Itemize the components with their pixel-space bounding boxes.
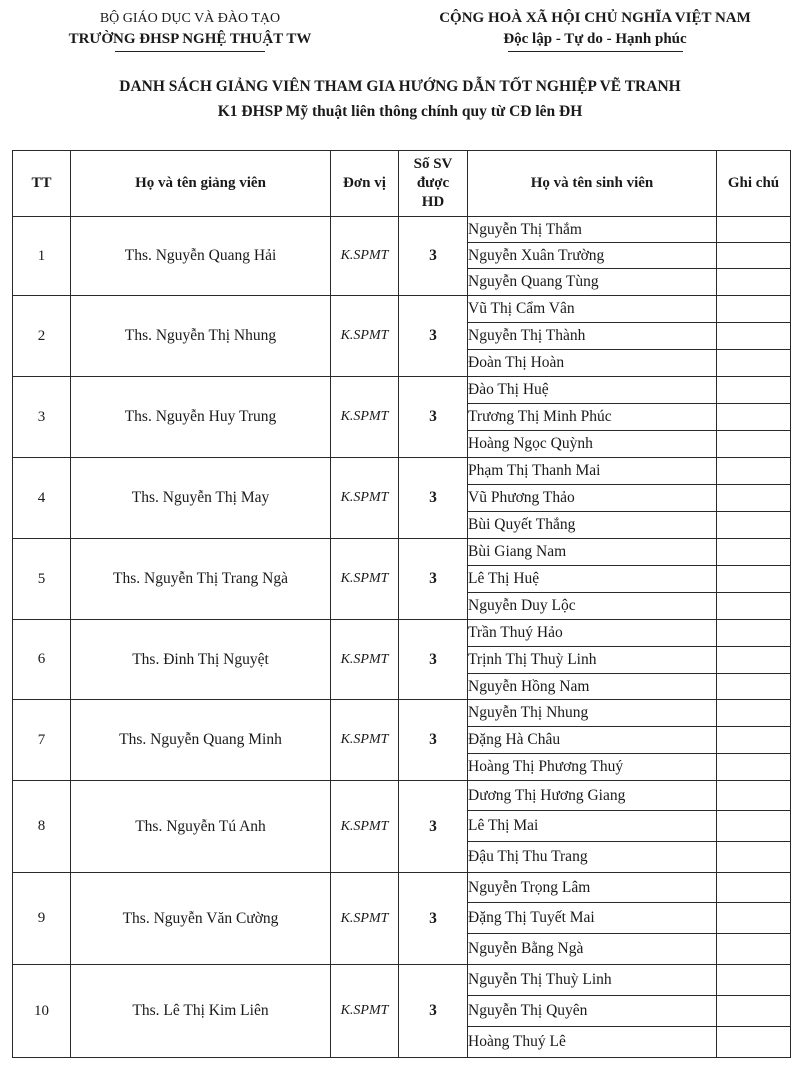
note-cell (717, 700, 791, 727)
row-number: 10 (13, 965, 71, 1058)
table-row (13, 781, 791, 811)
student-name: Hoàng Thuý Lê (468, 1027, 717, 1058)
note-cell (717, 934, 791, 965)
note-cell (717, 566, 791, 593)
student-count: 3 (399, 296, 468, 377)
student-name: Đậu Thị Thu Trang (468, 842, 717, 873)
student-name: Phạm Thị Thanh Mai (468, 458, 717, 485)
note-cell (717, 1027, 791, 1058)
note-cell (717, 781, 791, 811)
note-cell (717, 377, 791, 404)
student-name: Trần Thuý Hảo (468, 620, 717, 647)
note-cell (717, 431, 791, 458)
student-name: Trương Thị Minh Phúc (468, 404, 717, 431)
unit-cell: K.SPMT (331, 217, 399, 296)
student-name: Đoàn Thị Hoàn (468, 350, 717, 377)
student-count: 3 (399, 700, 468, 781)
country-name: CỘNG HOÀ XÃ HỘI CHỦ NGHĨA VIỆT NAM (439, 10, 751, 26)
student-name: Lê Thị Huệ (468, 566, 717, 593)
student-count: 3 (399, 965, 468, 1058)
student-count: 3 (399, 217, 468, 296)
table-row (13, 873, 791, 903)
unit-cell: K.SPMT (331, 700, 399, 781)
row-number: 2 (13, 296, 71, 377)
student-name: Đặng Hà Châu (468, 727, 717, 754)
student-name: Nguyễn Duy Lộc (468, 593, 717, 620)
student-name: Nguyễn Thị Nhung (468, 700, 717, 727)
header-count-line-3: HD (421, 194, 445, 210)
document-subtitle: K1 ĐHSP Mỹ thuật liên thông chính quy từ CĐ lên ĐH (217, 103, 583, 120)
note-cell (717, 323, 791, 350)
note-cell (717, 620, 791, 647)
document-title: DANH SÁCH GIẢNG VIÊN THAM GIA HƯỚNG DẪN TỐT NGHIỆP VẼ TRANH (119, 78, 681, 95)
unit-cell: K.SPMT (331, 458, 399, 539)
teacher-name: Ths. Nguyễn Thị Trang Ngà (71, 539, 331, 620)
note-cell (717, 512, 791, 539)
table-row (13, 458, 791, 485)
student-name: Trịnh Thị Thuỳ Linh (468, 647, 717, 674)
header-count-line-2: được (416, 175, 450, 191)
header-right (400, 8, 790, 52)
teacher-name: Ths. Lê Thị Kim Liên (71, 965, 331, 1058)
school-underline (115, 51, 265, 52)
header-unit: Đơn vị (331, 151, 399, 217)
header-student: Họ và tên sinh viên (468, 151, 717, 217)
student-count: 3 (399, 781, 468, 873)
row-number: 3 (13, 377, 71, 458)
header-student-count (399, 151, 468, 217)
student-name: Nguyễn Xuân Trường (468, 243, 717, 269)
table-row (13, 620, 791, 647)
note-cell (717, 243, 791, 269)
student-count: 3 (399, 873, 468, 965)
header-teacher: Họ và tên giảng viên (71, 151, 331, 217)
teacher-name: Ths. Nguyễn Tú Anh (71, 781, 331, 873)
student-name: Nguyễn Thị Thành (468, 323, 717, 350)
student-name: Vũ Thị Cẩm Vân (468, 296, 717, 323)
teacher-name: Ths. Nguyễn Huy Trung (71, 377, 331, 458)
row-number: 5 (13, 539, 71, 620)
teacher-name: Ths. Nguyễn Quang Hải (71, 217, 331, 296)
student-name: Vũ Phương Thảo (468, 485, 717, 512)
student-name: Nguyễn Thị Quyên (468, 996, 717, 1027)
row-number: 8 (13, 781, 71, 873)
header-count-line-1: Số SV (413, 156, 453, 172)
teacher-name: Ths. Nguyễn Văn Cường (71, 873, 331, 965)
student-name: Hoàng Thị Phương Thuý (468, 754, 717, 781)
row-number: 6 (13, 620, 71, 700)
unit-cell: K.SPMT (331, 620, 399, 700)
teacher-name: Ths. Đinh Thị Nguyệt (71, 620, 331, 700)
student-count: 3 (399, 458, 468, 539)
note-cell (717, 404, 791, 431)
row-number: 9 (13, 873, 71, 965)
note-cell (717, 593, 791, 620)
table-row (13, 965, 791, 996)
student-name: Lê Thị Mai (468, 811, 717, 842)
student-name: Nguyễn Thị Thắm (468, 217, 717, 243)
unit-cell: K.SPMT (331, 539, 399, 620)
student-count: 3 (399, 539, 468, 620)
student-name: Bùi Giang Nam (468, 539, 717, 566)
school-name: TRƯỜNG ĐHSP NGHỆ THUẬT TW (68, 31, 312, 47)
teacher-name: Ths. Nguyễn Thị Nhung (71, 296, 331, 377)
student-name: Đặng Thị Tuyết Mai (468, 903, 717, 934)
student-name: Nguyễn Hồng Nam (468, 674, 717, 700)
student-name: Nguyễn Bằng Ngà (468, 934, 717, 965)
student-name: Nguyễn Thị Thuỳ Linh (468, 965, 717, 996)
note-cell (717, 873, 791, 903)
note-cell (717, 842, 791, 873)
unit-cell: K.SPMT (331, 296, 399, 377)
note-cell (717, 296, 791, 323)
supervisor-table (12, 150, 791, 1058)
student-name: Bùi Quyết Thắng (468, 512, 717, 539)
student-name: Nguyễn Trọng Lâm (468, 873, 717, 903)
ministry-name: BỘ GIÁO DỤC VÀ ĐÀO TẠO (99, 11, 281, 26)
note-cell (717, 485, 791, 512)
student-count: 3 (399, 620, 468, 700)
teacher-name: Ths. Nguyễn Thị May (71, 458, 331, 539)
note-cell (717, 539, 791, 566)
note-cell (717, 903, 791, 934)
header-note: Ghi chú (717, 151, 791, 217)
row-number: 1 (13, 217, 71, 296)
row-number: 4 (13, 458, 71, 539)
note-cell (717, 647, 791, 674)
table-body (13, 217, 791, 1058)
motto-underline (508, 51, 683, 52)
table-row (13, 539, 791, 566)
unit-cell: K.SPMT (331, 873, 399, 965)
table-row (13, 217, 791, 243)
note-cell (717, 996, 791, 1027)
note-cell (717, 811, 791, 842)
note-cell (717, 965, 791, 996)
unit-cell: K.SPMT (331, 965, 399, 1058)
header-left (40, 8, 340, 52)
note-cell (717, 754, 791, 781)
note-cell (717, 350, 791, 377)
motto: Độc lập - Tự do - Hạnh phúc (503, 31, 687, 47)
table-header-row (13, 151, 791, 217)
teacher-name: Ths. Nguyễn Quang Minh (71, 700, 331, 781)
note-cell (717, 269, 791, 296)
note-cell (717, 727, 791, 754)
unit-cell: K.SPMT (331, 377, 399, 458)
note-cell (717, 674, 791, 700)
student-name: Hoàng Ngọc Quỳnh (468, 431, 717, 458)
student-count: 3 (399, 377, 468, 458)
unit-cell: K.SPMT (331, 781, 399, 873)
table-row (13, 377, 791, 404)
table-row (13, 296, 791, 323)
student-name: Nguyễn Quang Tùng (468, 269, 717, 296)
note-cell (717, 217, 791, 243)
student-name: Đào Thị Huệ (468, 377, 717, 404)
header-tt: TT (13, 151, 71, 217)
table-row (13, 700, 791, 727)
student-name: Dương Thị Hương Giang (468, 781, 717, 811)
note-cell (717, 458, 791, 485)
row-number: 7 (13, 700, 71, 781)
